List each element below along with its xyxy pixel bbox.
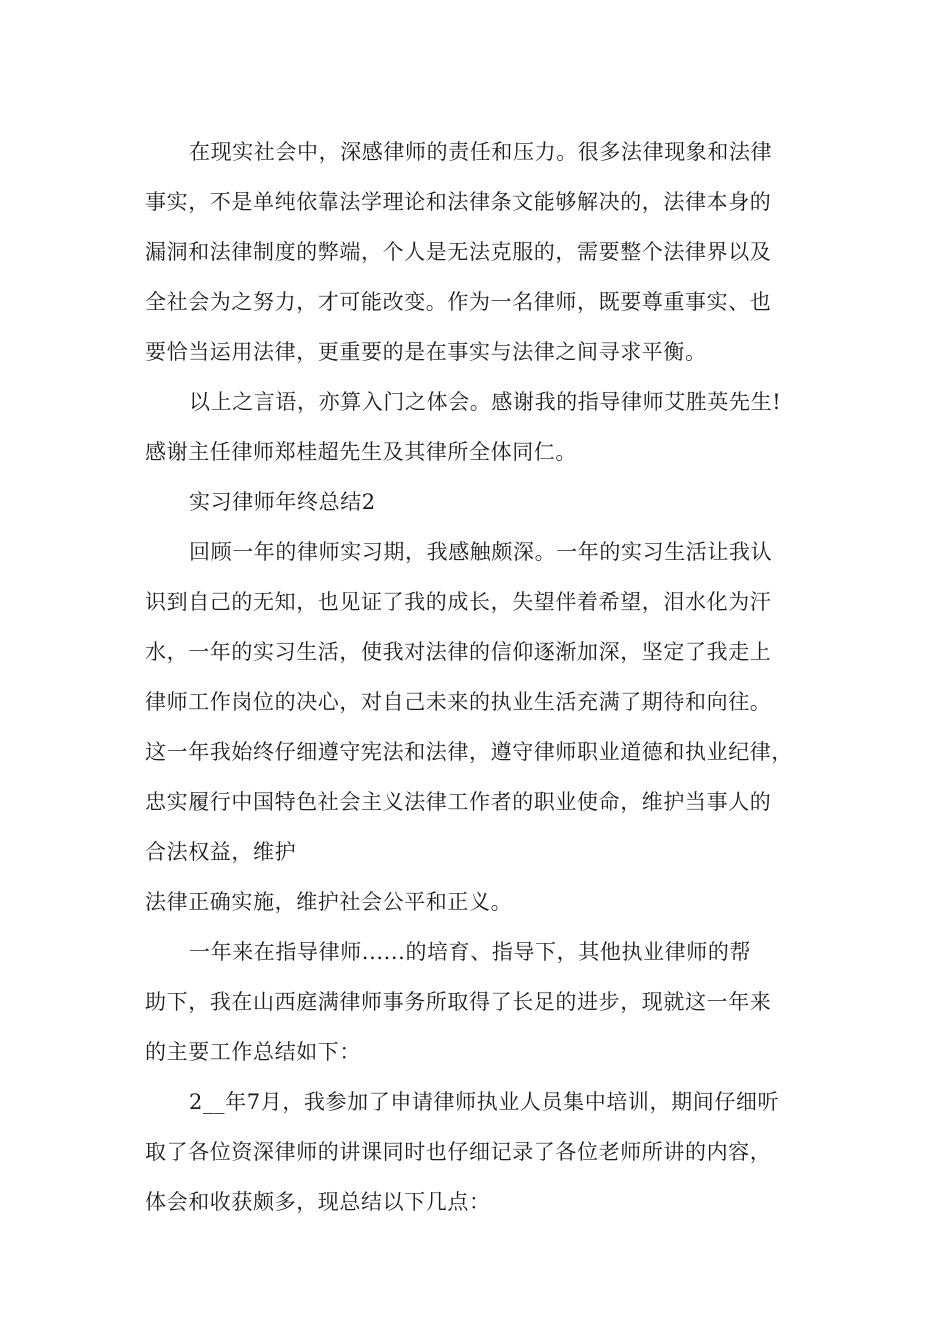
section-heading: 实习律师年终总结2 xyxy=(189,490,376,514)
paragraph-line: 取了各位资深律师的讲课同时也仔细记录了各位老师所讲的内容， xyxy=(145,1140,772,1164)
paragraph-line: 感谢主任律师郑桂超先生及其律所全体同仁。 xyxy=(145,440,577,464)
paragraph-line: 识到自己的无知，也见证了我的成长，失望伴着希望，泪水化为汗 xyxy=(145,590,772,614)
paragraph-line: 律师工作岗位的决心，对自己未来的执业生活充满了期待和向往。 xyxy=(145,690,772,714)
paragraph-line: 全社会为之努力，才可能改变。作为一名律师，既要尊重事实、也 xyxy=(145,290,772,314)
paragraph-line: 忠实履行中国特色社会主义法律工作者的职业使命，维护当事人的 xyxy=(145,790,772,814)
paragraph-line: 在现实社会中，深感律师的责任和压力。很多法律现象和法律 xyxy=(189,140,773,164)
paragraph-line: 助下，我在山西庭满律师事务所取得了长足的进步，现就这一年来 xyxy=(145,990,772,1014)
paragraph-line: 水，一年的实习生活，使我对法律的信仰逐渐加深，坚定了我走上 xyxy=(145,640,772,664)
paragraph-line: 合法权益，维护 xyxy=(145,840,297,864)
paragraph-line: 事实，不是单纯依靠法学理论和法律条文能够解决的，法律本身的 xyxy=(145,190,772,214)
paragraph-line: 回顾一年的律师实习期，我感触颇深。一年的实习生活让我认 xyxy=(189,540,773,564)
paragraph-line: 要恰当运用法律，更重要的是在事实与法律之间寻求平衡。 xyxy=(145,340,707,364)
paragraph-line: 体会和收获颇多，现总结以下几点： xyxy=(145,1190,491,1214)
paragraph-line: 2__年7月，我参加了申请律师执业人员集中培训，期间仔细听 xyxy=(189,1090,780,1114)
paragraph-line: 的主要工作总结如下： xyxy=(145,1040,361,1064)
paragraph-line: 漏洞和法律制度的弊端，个人是无法克服的，需要整个法律界以及 xyxy=(145,240,772,264)
paragraph-line: 一年来在指导律师......的培育、指导下，其他执业律师的帮 xyxy=(189,940,752,964)
paragraph-line: 以上之言语，亦算入门之体会。感谢我的指导律师艾胜英先生! xyxy=(189,390,782,414)
paragraph-line: 这一年我始终仔细遵守宪法和法律，遵守律师职业道德和执业纪律， xyxy=(145,740,793,764)
paragraph-line: 法律正确实施，维护社会公平和正义。 xyxy=(145,890,513,914)
